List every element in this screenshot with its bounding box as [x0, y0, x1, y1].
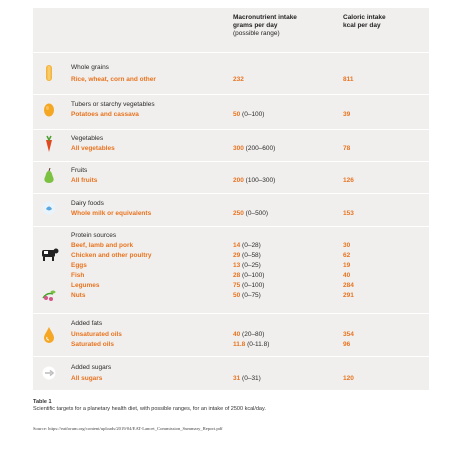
grams-value: 11.8 (0-11.8) [233, 341, 270, 348]
legumes-icon [41, 288, 57, 304]
cow-icon [39, 246, 59, 262]
grams-value: 50 (0–75) [233, 292, 261, 299]
grams-value: 50 (0–100) [233, 111, 265, 118]
food-item: Beef, lamb and pork [71, 242, 134, 249]
kcal-value: 62 [343, 252, 351, 259]
grams-value: 29 (0–58) [233, 252, 261, 259]
pear-icon [41, 168, 57, 184]
table-row [33, 228, 429, 310]
food-item: All sugars [71, 375, 103, 382]
grams-value: 31 (0–31) [233, 375, 261, 382]
oil-drop-icon [41, 326, 57, 342]
food-item: Rice, wheat, corn and other [71, 76, 156, 83]
food-item: Chicken and other poultry [71, 252, 152, 259]
food-item: Whole milk or equivalents [71, 210, 152, 217]
category-title: Tubers or starchy vegetables [71, 101, 155, 108]
kcal-value: 39 [343, 111, 351, 118]
table-row [33, 315, 429, 353]
category-title: Added sugars [71, 364, 112, 371]
food-item: Fish [71, 272, 85, 279]
kcal-value: 354 [343, 331, 354, 338]
table-row [33, 358, 429, 388]
macronutrient-column-header: Macronutrient intake grams per day (possible range) [233, 14, 297, 37]
food-item: Potatoes and cassava [71, 111, 139, 118]
category-title: Added fats [71, 320, 103, 327]
food-item: Legumes [71, 282, 100, 289]
nutrition-table [33, 8, 429, 390]
kcal-value: 126 [343, 177, 354, 184]
category-title: Whole grains [71, 64, 109, 71]
caption-label: Table 1 [33, 399, 52, 405]
category-title: Fruits [71, 167, 88, 174]
grams-value: 200 (100–300) [233, 177, 276, 184]
milk-icon [41, 200, 57, 216]
kcal-value: 96 [343, 341, 351, 348]
category-title: Protein sources [71, 232, 117, 239]
food-item: Saturated oils [71, 341, 114, 348]
caloric-column-header: Caloric intake kcal per day [343, 14, 386, 29]
table-row [33, 54, 429, 92]
table-row [33, 195, 429, 223]
kcal-value: 153 [343, 210, 354, 217]
kcal-value: 40 [343, 272, 351, 279]
kcal-value: 78 [343, 145, 351, 152]
kcal-value: 120 [343, 375, 354, 382]
grams-value: 13 (0–25) [233, 262, 261, 269]
kcal-value: 19 [343, 262, 351, 269]
table-header [33, 8, 429, 50]
food-item: All vegetables [71, 145, 115, 152]
grams-value: 300 (200–600) [233, 145, 276, 152]
food-item: All fruits [71, 177, 98, 184]
grams-value: 28 (0–100) [233, 272, 265, 279]
wheat-icon [41, 64, 57, 80]
food-item: Eggs [71, 262, 87, 269]
caption-text: Scientific targets for a planetary health diet, with possible ranges, for an intake of 2500 kcal/day. [33, 406, 266, 412]
grams-value: 250 (0–500) [233, 210, 269, 217]
kcal-value: 291 [343, 292, 354, 299]
category-title: Dairy foods [71, 200, 104, 207]
table-row [33, 96, 429, 126]
food-item: Nuts [71, 292, 86, 299]
grams-value: 14 (0–28) [233, 242, 261, 249]
kcal-value: 30 [343, 242, 351, 249]
grams-value: 232 [233, 76, 244, 83]
potato-icon [41, 102, 57, 118]
kcal-value: 284 [343, 282, 354, 289]
table-row [33, 163, 429, 190]
kcal-value: 811 [343, 76, 354, 83]
category-title: Vegetables [71, 135, 104, 142]
grams-value: 75 (0–100) [233, 282, 265, 289]
table-caption [33, 399, 433, 413]
sugar-icon [41, 365, 57, 381]
carrot-icon [41, 135, 57, 151]
food-item: Unsaturated oils [71, 331, 122, 338]
source-note: Source: https://eatforum.org/content/uploads/2019/04/EAT-Lancet_Commission_Summary_Report.pdf [33, 426, 223, 431]
grams-value: 40 (20–80) [233, 331, 265, 338]
table-row [33, 131, 429, 159]
